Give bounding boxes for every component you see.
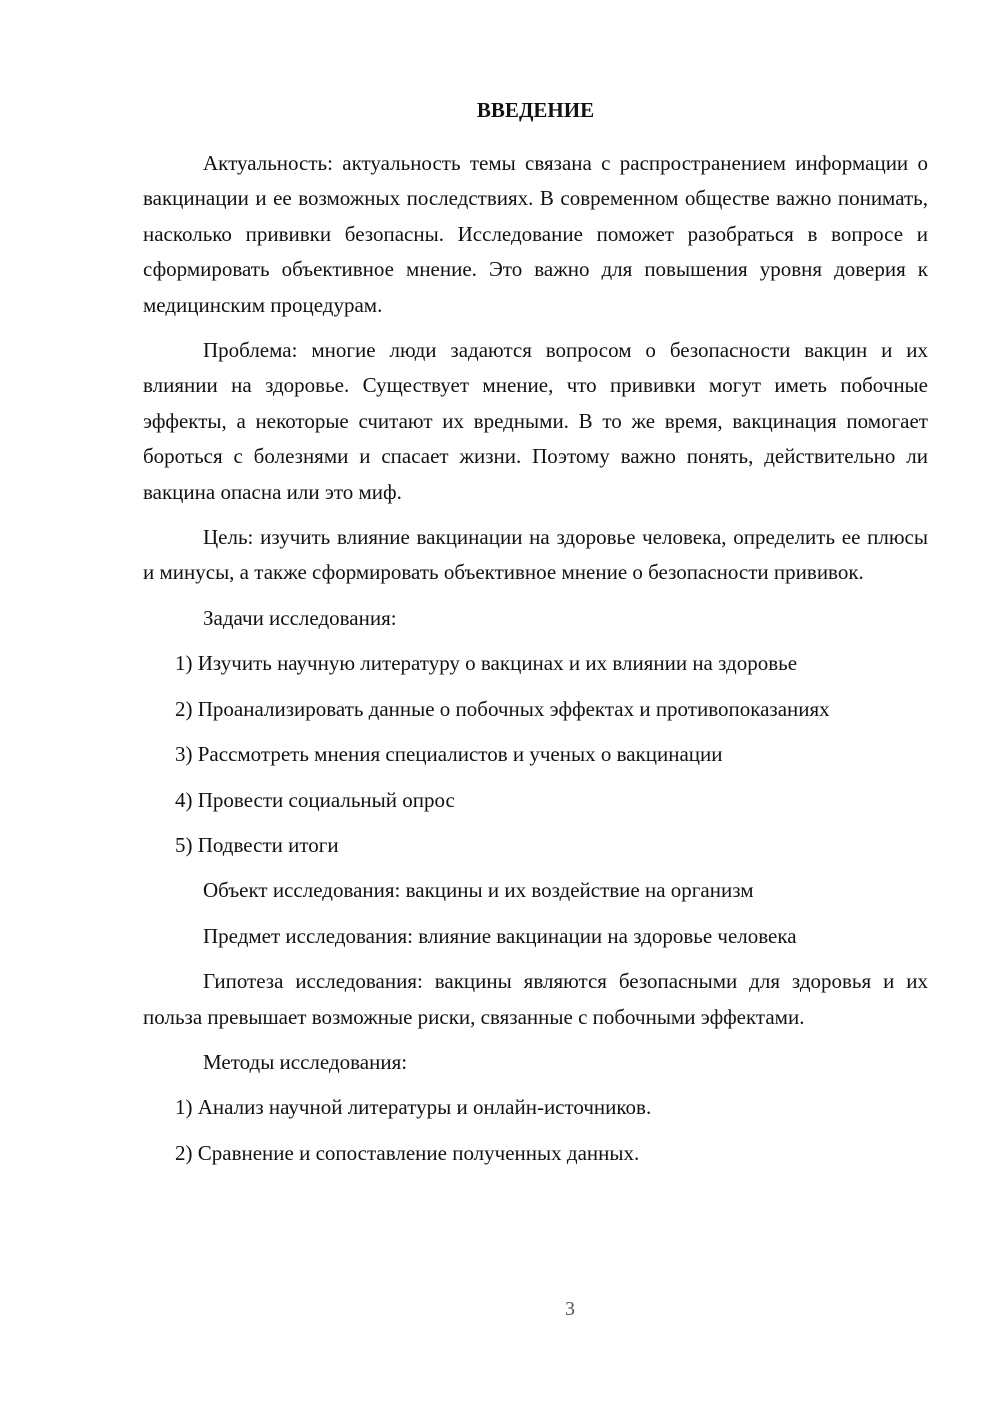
relevance-paragraph: Актуальность: актуальность темы связана с распространением информации о вакцинации и ее возможных последствиях. В современном обществе важно понимать, насколько прививки безопасны. Исследование поможет разобраться в вопросе и сформировать объективное мнение. Это важно для повышения уровня доверия к медицинским процедурам.	[143, 151, 928, 317]
object-paragraph: Объект исследования: вакцины и их воздействие на организм	[203, 878, 754, 903]
section-title: ВВЕДЕНИЕ	[476, 98, 595, 122]
task-item-2: 2) Проанализировать данные о побочных эффектах и противопоказаниях	[175, 696, 830, 721]
page-number: 3	[565, 1298, 575, 1320]
problem-paragraph: Проблема: многие люди задаются вопросом о безопасности вакцин и их влиянии на здоровье. Существует мнение, что прививки могут иметь побочные эффекты, а некоторые считают их вредными. В то же время, вакцинация помогает бороться с болезнями и спасает жизни. Поэтому важно понять, действительно ли вакцина опасна или это миф.	[143, 338, 928, 504]
task-item-4: 4) Провести социальный опрос	[175, 787, 455, 812]
method-item-1: 1) Анализ научной литературы и онлайн-источников.	[175, 1095, 652, 1120]
document-page	[143, 96, 928, 1171]
task-item-3: 3) Рассмотреть мнения специалистов и ученых о вакцинации	[175, 742, 723, 767]
task-item-1: 1) Изучить научную литературу о вакцинах и их влиянии на здоровье	[175, 651, 798, 676]
subject-paragraph: Предмет исследования: влияние вакцинации на здоровье человека	[203, 923, 797, 948]
tasks-heading: Задачи исследования:	[203, 605, 397, 630]
methods-heading: Методы исследования:	[203, 1049, 408, 1074]
hypothesis-paragraph: Гипотеза исследования: вакцины являются безопасными для здоровья и их польза превышает возможные риски, связанные с побочными эффектами.	[143, 969, 928, 1029]
task-item-5: 5) Подвести итоги	[175, 832, 339, 857]
method-item-2: 2) Сравнение и сопоставление полученных данных.	[175, 1140, 640, 1165]
goal-paragraph: Цель: изучить влияние вакцинации на здоровье человека, определить ее плюсы и минусы, а также сформировать объективное мнение о безопасности прививок.	[143, 525, 928, 585]
